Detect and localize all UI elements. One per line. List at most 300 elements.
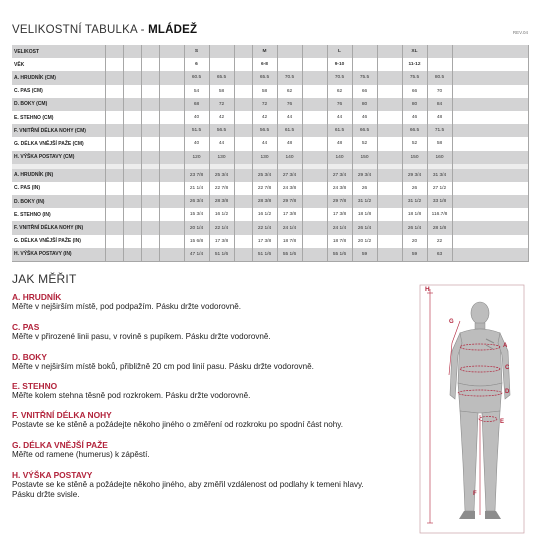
table-cell: 28 1/8 xyxy=(427,221,452,234)
table-cell: 75.5 xyxy=(352,71,377,84)
table-cell: 6-8 xyxy=(252,58,277,71)
table-cell xyxy=(452,182,528,195)
table-cell: 62 xyxy=(277,85,302,98)
measure-heading: C. PAS xyxy=(12,322,40,332)
table-cell xyxy=(159,71,184,84)
table-cell xyxy=(377,137,402,150)
table-cell: 58 xyxy=(209,85,234,98)
table-cell: 16 1/2 xyxy=(209,208,234,221)
table-cell: 76 xyxy=(327,98,352,111)
measure-heading: H. VÝŠKA POSTAVY xyxy=(12,470,93,480)
table-cell xyxy=(123,98,141,111)
table-cell xyxy=(377,151,402,164)
label-g: G xyxy=(449,319,454,325)
page-title: VELIKOSTNÍ TABULKA - MLÁDEŽ xyxy=(12,24,198,36)
table-cell: 47 1/4 xyxy=(184,248,209,261)
table-cell: 17 3/8 xyxy=(252,235,277,248)
table-cell xyxy=(209,45,234,58)
table-cell xyxy=(123,235,141,248)
table-cell: 55 1/6 xyxy=(327,248,352,261)
row-label: D. BOKY (IN) xyxy=(12,195,105,208)
table-cell xyxy=(159,208,184,221)
table-row xyxy=(12,71,528,84)
table-cell: 26 xyxy=(352,182,377,195)
table-cell: 140 xyxy=(327,151,352,164)
table-row xyxy=(12,248,528,261)
table-cell xyxy=(141,169,159,182)
table-cell: 33 1/8 xyxy=(427,195,452,208)
table-cell: 52 xyxy=(352,137,377,150)
measure-description: Postavte se ke stěně a požádejte někoho jiného, aby změřil vzdálenost od podlahy k temeni hlavy. xyxy=(12,480,364,489)
measure-item xyxy=(12,322,407,342)
table-cell xyxy=(302,221,327,234)
table-cell: 17 3/8 xyxy=(209,235,234,248)
table-cell: 23 7/8 xyxy=(184,169,209,182)
table-cell: 29 3/4 xyxy=(352,169,377,182)
table-cell: 42 xyxy=(252,111,277,124)
table-cell xyxy=(141,124,159,137)
table-cell: 65.5 xyxy=(209,71,234,84)
table-cell: 59 xyxy=(352,248,377,261)
revision-label: REV.04 xyxy=(512,30,528,35)
table-cell xyxy=(302,137,327,150)
table-cell xyxy=(452,195,528,208)
row-label: F. VNITŘNÍ DÉLKA NOHY (IN) xyxy=(12,221,105,234)
table-cell xyxy=(141,151,159,164)
table-cell xyxy=(452,235,528,248)
table-cell: 48 xyxy=(427,111,452,124)
table-cell: 44 xyxy=(252,137,277,150)
table-cell: 48 xyxy=(277,137,302,150)
row-label: E. STEHNO (CM) xyxy=(12,111,105,124)
table-cell: 22 xyxy=(427,235,452,248)
table-cell: 31 1/2 xyxy=(352,195,377,208)
table-cell: 22 7/8 xyxy=(252,182,277,195)
table-cell: 18 7/8 xyxy=(277,235,302,248)
table-cell: 150 xyxy=(352,151,377,164)
table-cell xyxy=(141,85,159,98)
table-cell xyxy=(377,124,402,137)
table-cell xyxy=(377,45,402,58)
table-cell xyxy=(234,137,252,150)
table-cell: 46 xyxy=(402,111,427,124)
measure-description: Měřte v nejširším místě boků, přibližně 20 cm pod linií pasu. Pásku držte vodorovně. xyxy=(12,362,314,371)
table-cell xyxy=(377,248,402,261)
table-cell xyxy=(105,208,123,221)
table-cell: 31 1/2 xyxy=(402,195,427,208)
table-cell: 70 xyxy=(427,85,452,98)
measure-heading: G. DÉLKA VNĚJŠÍ PAŽE xyxy=(12,440,108,450)
table-cell: 24 3/8 xyxy=(277,182,302,195)
table-cell xyxy=(234,195,252,208)
table-cell: 76 xyxy=(277,98,302,111)
size-table xyxy=(12,45,529,262)
table-cell: 52 xyxy=(402,137,427,150)
table-cell xyxy=(123,45,141,58)
table-cell xyxy=(141,98,159,111)
row-label: VĚK xyxy=(12,58,105,71)
table-cell: 70.5 xyxy=(277,71,302,84)
table-cell: M xyxy=(252,45,277,58)
table-cell xyxy=(141,195,159,208)
table-cell xyxy=(427,58,452,71)
measure-item xyxy=(12,381,407,401)
table-cell xyxy=(302,111,327,124)
table-cell: 56.5 xyxy=(252,124,277,137)
table-cell xyxy=(352,45,377,58)
table-cell xyxy=(159,195,184,208)
table-cell xyxy=(452,208,528,221)
table-cell xyxy=(141,182,159,195)
table-cell xyxy=(105,111,123,124)
table-cell: 40 xyxy=(184,111,209,124)
table-row xyxy=(12,182,528,195)
table-cell xyxy=(302,235,327,248)
table-cell: 9-10 xyxy=(327,58,352,71)
table-cell: 18 1/8 xyxy=(352,208,377,221)
table-cell xyxy=(159,182,184,195)
table-cell xyxy=(352,58,377,71)
table-cell: 60.5 xyxy=(184,71,209,84)
table-cell xyxy=(123,85,141,98)
table-cell xyxy=(141,248,159,261)
table-cell: 61.5 xyxy=(327,124,352,137)
table-row xyxy=(12,98,528,111)
table-cell xyxy=(302,208,327,221)
table-row xyxy=(12,208,528,221)
table-cell: 55 1/6 xyxy=(277,248,302,261)
row-label: H. VÝŠKA POSTAVY (IN) xyxy=(12,248,105,261)
row-label: VELIKOST xyxy=(12,45,105,58)
table-cell xyxy=(105,58,123,71)
table-cell xyxy=(141,45,159,58)
label-h: H xyxy=(425,286,430,293)
measure-description: Postavte se ke stěně a požádejte někoho jiného o změření od rozkroku po spodní část nohy. xyxy=(12,420,344,429)
table-cell: 75.5 xyxy=(402,71,427,84)
table-cell xyxy=(234,221,252,234)
table-cell xyxy=(123,182,141,195)
table-cell: 22 1/4 xyxy=(252,221,277,234)
table-cell xyxy=(452,98,528,111)
table-cell xyxy=(141,58,159,71)
table-cell xyxy=(123,208,141,221)
table-cell xyxy=(302,58,327,71)
table-cell xyxy=(234,71,252,84)
table-cell xyxy=(159,221,184,234)
table-cell xyxy=(427,45,452,58)
table-cell xyxy=(377,235,402,248)
table-row xyxy=(12,137,528,150)
table-cell: 24 1/4 xyxy=(327,221,352,234)
table-cell xyxy=(234,151,252,164)
table-cell: 29 7/8 xyxy=(327,195,352,208)
row-label: F. VNITŘNÍ DÉLKA NOHY (CM) xyxy=(12,124,105,137)
table-cell: 72 xyxy=(252,98,277,111)
measure-item xyxy=(12,292,407,312)
table-cell: 46 xyxy=(352,111,377,124)
table-row xyxy=(12,45,528,58)
table-cell: L xyxy=(327,45,352,58)
table-cell xyxy=(141,137,159,150)
table-cell: 25 3/4 xyxy=(209,169,234,182)
table-cell: 130 xyxy=(252,151,277,164)
table-cell: 116.7/8 xyxy=(427,208,452,221)
table-cell xyxy=(123,71,141,84)
table-cell: 51 1/6 xyxy=(252,248,277,261)
table-cell xyxy=(377,221,402,234)
table-cell: 31 3/4 xyxy=(427,169,452,182)
table-cell xyxy=(452,169,528,182)
table-cell xyxy=(377,169,402,182)
table-cell xyxy=(123,169,141,182)
table-cell xyxy=(123,124,141,137)
torso xyxy=(458,329,502,386)
table-cell xyxy=(302,169,327,182)
table-cell: 6 xyxy=(184,58,209,71)
table-cell xyxy=(234,45,252,58)
table-cell: 120 xyxy=(184,151,209,164)
table-cell xyxy=(452,124,528,137)
table-cell xyxy=(141,221,159,234)
measure-description: Měřte v přirozené linii pasu, v rovině s pupíkem. Pásku držte vodorovně. xyxy=(12,332,271,341)
table-cell: 25 3/4 xyxy=(252,169,277,182)
table-cell: 80.5 xyxy=(427,71,452,84)
table-cell xyxy=(209,58,234,71)
measure-heading: D. BOKY xyxy=(12,352,47,362)
table-cell: 68 xyxy=(184,98,209,111)
measure-item xyxy=(12,440,407,460)
table-cell xyxy=(277,58,302,71)
measure-description: Měřte v nejširším místě, pod podpažím. Pásku držte vodorovně. xyxy=(12,302,241,311)
table-cell xyxy=(377,98,402,111)
table-row xyxy=(12,58,528,71)
table-cell xyxy=(452,248,528,261)
table-cell xyxy=(377,195,402,208)
measure-item xyxy=(12,410,407,430)
label-f: F xyxy=(473,491,477,497)
table-cell xyxy=(141,235,159,248)
table-cell xyxy=(452,71,528,84)
table-cell: 51.5 xyxy=(184,124,209,137)
table-cell xyxy=(159,235,184,248)
table-cell: 140 xyxy=(277,151,302,164)
table-cell: 72 xyxy=(209,98,234,111)
table-cell: 66 xyxy=(402,85,427,98)
table-cell: 28 3/8 xyxy=(252,195,277,208)
label-a: A xyxy=(503,343,508,349)
table-cell: XL xyxy=(402,45,427,58)
table-cell xyxy=(302,45,327,58)
label-d: D xyxy=(505,389,510,395)
table-cell: 17 3/8 xyxy=(277,208,302,221)
table-cell xyxy=(302,85,327,98)
table-cell xyxy=(452,137,528,150)
table-cell xyxy=(377,208,402,221)
table-cell xyxy=(452,151,528,164)
right-boot xyxy=(485,511,501,519)
table-cell: 20 1/4 xyxy=(184,221,209,234)
table-cell xyxy=(141,208,159,221)
table-cell xyxy=(234,182,252,195)
table-cell xyxy=(452,221,528,234)
table-cell: 27 3/4 xyxy=(277,169,302,182)
table-cell: 11-12 xyxy=(402,58,427,71)
table-cell: 130 xyxy=(209,151,234,164)
table-cell: 150 xyxy=(402,151,427,164)
table-cell: 160 xyxy=(427,151,452,164)
table-cell: 26 1/4 xyxy=(352,221,377,234)
row-label: C. PAS (CM) xyxy=(12,85,105,98)
table-cell: 26 3/4 xyxy=(184,195,209,208)
table-cell xyxy=(105,169,123,182)
table-row xyxy=(12,169,528,182)
table-cell: 44 xyxy=(209,137,234,150)
label-e: E xyxy=(500,419,505,425)
table-cell xyxy=(377,182,402,195)
row-label: C. PAS (IN) xyxy=(12,182,105,195)
table-cell xyxy=(105,182,123,195)
table-cell: 58 xyxy=(427,137,452,150)
table-cell xyxy=(105,151,123,164)
table-cell: 44 xyxy=(327,111,352,124)
table-cell: 70.5 xyxy=(327,71,352,84)
table-cell: 22 1/4 xyxy=(209,221,234,234)
table-cell xyxy=(159,151,184,164)
row-label: D. BOKY (CM) xyxy=(12,98,105,111)
table-cell: 56.5 xyxy=(209,124,234,137)
table-cell: 22 7/8 xyxy=(209,182,234,195)
table-cell xyxy=(105,235,123,248)
table-cell: 18 1/8 xyxy=(402,208,427,221)
table-cell: 65.5 xyxy=(252,71,277,84)
table-cell xyxy=(105,248,123,261)
table-cell xyxy=(159,137,184,150)
table-cell: 80 xyxy=(352,98,377,111)
table-cell xyxy=(123,58,141,71)
left-boot xyxy=(459,511,475,519)
table-cell: 17 3/8 xyxy=(327,208,352,221)
measure-description: Měřte od ramene (humerus) k zápěstí. xyxy=(12,450,150,459)
table-cell: 29 7/8 xyxy=(277,195,302,208)
table-cell xyxy=(105,85,123,98)
table-cell xyxy=(123,248,141,261)
table-cell xyxy=(377,111,402,124)
table-cell: 28 3/8 xyxy=(209,195,234,208)
table-cell: S xyxy=(184,45,209,58)
table-cell: 40 xyxy=(184,137,209,150)
table-cell: 29 3/4 xyxy=(402,169,427,182)
table-cell xyxy=(452,111,528,124)
table-cell xyxy=(159,111,184,124)
table-row xyxy=(12,151,528,164)
table-cell xyxy=(234,208,252,221)
measure-item xyxy=(12,470,407,500)
table-cell xyxy=(234,58,252,71)
table-cell: 27 3/4 xyxy=(327,169,352,182)
table-cell: 59 xyxy=(402,248,427,261)
hips xyxy=(458,383,502,413)
table-cell: 44 xyxy=(277,111,302,124)
table-cell: 51 1/6 xyxy=(209,248,234,261)
table-cell xyxy=(302,98,327,111)
table-cell xyxy=(105,45,123,58)
table-cell xyxy=(159,124,184,137)
table-cell xyxy=(302,195,327,208)
table-cell: 15 6/8 xyxy=(184,235,209,248)
table-cell: 18 7/8 xyxy=(327,235,352,248)
table-cell xyxy=(123,137,141,150)
table-cell: 58 xyxy=(252,85,277,98)
table-cell xyxy=(159,98,184,111)
table-cell: 84 xyxy=(427,98,452,111)
table-cell xyxy=(105,195,123,208)
table-cell xyxy=(123,195,141,208)
table-cell: 54 xyxy=(184,85,209,98)
table-cell: 24 1/4 xyxy=(277,221,302,234)
table-cell xyxy=(159,85,184,98)
table-cell xyxy=(105,98,123,111)
row-label: H. VÝŠKA POSTAVY (CM) xyxy=(12,151,105,164)
table-cell: 63 xyxy=(427,248,452,261)
row-label: A. HRUDNÍK (CM) xyxy=(12,71,105,84)
measure-heading: E. STEHNO xyxy=(12,381,58,391)
table-cell: 24 3/8 xyxy=(327,182,352,195)
table-cell xyxy=(377,71,402,84)
row-label: G. DÉLKA VNĚJŠÍ PAŽE (CM) xyxy=(12,137,105,150)
table-cell xyxy=(159,45,184,58)
table-cell: 48 xyxy=(327,137,352,150)
table-cell: 27 1/2 xyxy=(427,182,452,195)
table-cell xyxy=(302,248,327,261)
right-leg xyxy=(482,411,500,511)
table-cell xyxy=(105,124,123,137)
table-cell xyxy=(141,71,159,84)
table-cell xyxy=(105,221,123,234)
table-cell xyxy=(159,58,184,71)
table-cell: 62 xyxy=(327,85,352,98)
table-cell xyxy=(377,58,402,71)
table-cell xyxy=(159,169,184,182)
table-cell xyxy=(377,85,402,98)
table-cell: 42 xyxy=(209,111,234,124)
table-cell: 26 xyxy=(402,182,427,195)
table-cell xyxy=(105,137,123,150)
label-c: C xyxy=(505,365,510,371)
table-cell xyxy=(159,248,184,261)
table-cell xyxy=(452,85,528,98)
table-cell: 20 xyxy=(402,235,427,248)
table-cell: 16 1/2 xyxy=(252,208,277,221)
table-row xyxy=(12,124,528,137)
table-cell xyxy=(141,111,159,124)
table-row xyxy=(12,221,528,234)
table-cell xyxy=(123,111,141,124)
measure-description: Pásku držte svisle. xyxy=(12,490,80,499)
table-cell xyxy=(105,71,123,84)
table-cell: 21 1/4 xyxy=(184,182,209,195)
table-cell: 80 xyxy=(402,98,427,111)
measure-heading: A. HRUDNÍK xyxy=(12,292,62,302)
table-cell xyxy=(234,248,252,261)
table-cell xyxy=(234,124,252,137)
table-cell xyxy=(234,111,252,124)
table-cell: 61.5 xyxy=(277,124,302,137)
table-cell xyxy=(302,182,327,195)
measure-description: Měřte kolem stehna těsně pod rozkrokem. Pásku držte vodorovně. xyxy=(12,391,251,400)
table-cell: 71.5 xyxy=(427,124,452,137)
table-row xyxy=(12,235,528,248)
table-row xyxy=(12,85,528,98)
